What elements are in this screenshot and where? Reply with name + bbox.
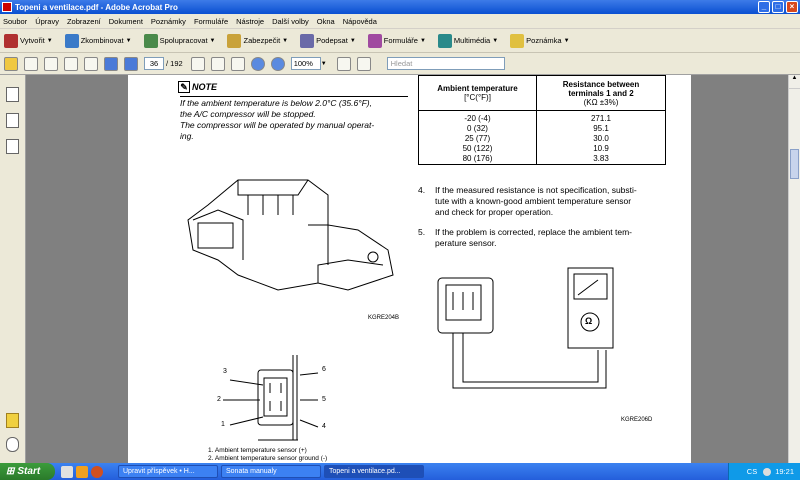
pin-label-3: 3 [223, 368, 227, 375]
save-icon[interactable] [44, 57, 58, 71]
menu-nastroje[interactable]: Nástroje [236, 16, 265, 26]
scroll-up-arrow[interactable]: ▲ [789, 75, 800, 89]
maximize-button[interactable]: □ [772, 1, 784, 13]
taskbar-item-folder[interactable]: Sonata manualy [221, 465, 321, 478]
navigation-toolbar [0, 53, 800, 75]
zoom-level-select[interactable]: 100% [291, 57, 321, 70]
pin-label-4: 4 [322, 423, 326, 430]
menu-poznamky[interactable]: Poznámky [150, 16, 186, 26]
title-bar [0, 0, 800, 14]
zoom-in-icon[interactable] [271, 57, 285, 71]
chevron-down-icon[interactable]: ▼ [320, 60, 327, 67]
table-resistance-column: 271.1 95.1 30.0 10.9 3.83 [537, 111, 666, 165]
share-icon[interactable] [84, 57, 98, 71]
pin-label-5: 5 [322, 396, 326, 403]
print-icon[interactable] [24, 57, 38, 71]
multimedia-button[interactable]: Multimédia ▼ [438, 34, 498, 48]
bookmarks-panel-icon[interactable] [6, 113, 19, 128]
pages-panel-icon[interactable] [6, 87, 19, 102]
step-4-number: 4. [418, 185, 426, 195]
pin-label-1: 1 [221, 421, 225, 428]
chevron-down-icon: ▼ [349, 37, 356, 44]
previous-page-icon[interactable] [104, 57, 118, 71]
close-button[interactable]: × [786, 1, 798, 13]
quick-launch-firefox-icon[interactable] [91, 466, 103, 478]
next-page-icon[interactable] [124, 57, 138, 71]
acrobat-app-icon [2, 2, 12, 12]
table-temperature-column: -20 (-4) 0 (32) 25 (77) 50 (122) 80 (176) [419, 111, 537, 165]
chevron-down-icon: ▼ [563, 37, 570, 44]
attachments-panel-icon[interactable] [6, 437, 19, 452]
language-indicator[interactable]: CS [746, 467, 758, 476]
comment-icon [510, 34, 524, 48]
zoom-out-icon[interactable] [251, 57, 265, 71]
sensor-illustration [178, 165, 408, 315]
chevron-down-icon: ▼ [419, 37, 426, 44]
combine-button[interactable]: Zkombinovat ▼ [65, 34, 132, 48]
note-heading: ✎ NOTE [178, 81, 217, 93]
fit-page-icon[interactable] [337, 57, 351, 71]
resistance-table [418, 75, 666, 165]
tasks-toolbar [0, 29, 800, 53]
step-5-text: If the problem is corrected, replace the ambient tem- perature sensor. [435, 227, 633, 248]
tray-icon[interactable] [763, 468, 771, 476]
email-icon[interactable] [64, 57, 78, 71]
menu-napoveda[interactable]: Nápověda [342, 16, 377, 26]
navigation-panel [0, 75, 26, 463]
menu-upravy[interactable]: Úpravy [35, 16, 59, 26]
film-icon [438, 34, 452, 48]
note-text: If the ambient temperature is below 2.0°C (35.6°F), the A/C compressor will be stopped. The compressor will be operated by manual operat- ing. [180, 98, 375, 141]
menu-dalsi-volby[interactable]: Další volby [272, 16, 309, 26]
step-5-number: 5. [418, 227, 426, 237]
system-tray [728, 463, 800, 480]
menu-okna[interactable]: Okna [316, 16, 335, 26]
fit-width-icon[interactable] [357, 57, 371, 71]
pin-label-2: 2 [217, 396, 221, 403]
pin-label-6: 6 [322, 366, 326, 373]
figure-code-1: KGRE204B [368, 315, 400, 321]
search-input[interactable]: Hledat [387, 57, 505, 70]
vertical-scrollbar[interactable] [788, 75, 800, 463]
create-button[interactable]: Vytvořit ▼ [4, 34, 53, 48]
step-4-text: If the measured resistance is not specification, substi- tute with a known-good ambient temperature sensor and check for proper operation. [435, 185, 637, 217]
table-header-temperature: Ambient temperature [°C(°F)] [419, 76, 537, 111]
pinout-caption: 1. Ambient temperature sensor (+) 2. Ambient temperature sensor ground (-) [208, 447, 328, 462]
chevron-down-icon: ▼ [125, 37, 132, 44]
minimize-button[interactable]: _ [758, 1, 770, 13]
quick-launch-media-icon[interactable] [76, 466, 88, 478]
figure-code-2: KGRE206D [621, 417, 653, 423]
taskbar-item-firefox[interactable]: Upravit příspěvek • H... [118, 465, 218, 478]
select-cursor-icon[interactable] [191, 57, 205, 71]
forms-icon [368, 34, 382, 48]
table-header-resistance: Resistance between terminals 1 and 2 (KΩ ±3%) [537, 76, 666, 111]
start-button[interactable]: ⊞ Start [0, 463, 55, 480]
document-area [26, 75, 788, 463]
note-icon: ✎ [178, 81, 190, 93]
create-pdf-icon [4, 34, 18, 48]
taskbar [0, 463, 800, 480]
scrollbar-thumb[interactable] [790, 149, 799, 179]
menu-zobrazeni[interactable]: Zobrazení [66, 16, 101, 26]
forms-button[interactable]: Formuláře ▼ [368, 34, 426, 48]
menu-formulare[interactable]: Formuláře [193, 16, 229, 26]
collaborate-icon [144, 34, 158, 48]
menu-dokument[interactable]: Dokument [108, 16, 143, 26]
ohm-symbol: Ω [585, 316, 593, 326]
chevron-down-icon: ▼ [46, 37, 53, 44]
signatures-panel-icon[interactable] [6, 139, 19, 154]
chevron-down-icon: ▼ [492, 37, 499, 44]
collaborate-button[interactable]: Spolupracovat ▼ [144, 34, 216, 48]
chevron-down-icon: ▼ [209, 37, 216, 44]
menu-bar [0, 14, 800, 29]
clock: 19:21 [775, 467, 794, 476]
combine-icon [65, 34, 79, 48]
marquee-zoom-icon[interactable] [231, 57, 245, 71]
lock-icon [227, 34, 241, 48]
taskbar-item-acrobat[interactable]: Topeni a ventilace.pd... [324, 465, 424, 478]
windows-logo-icon: ⊞ [6, 466, 15, 477]
open-folder-icon[interactable] [4, 57, 18, 71]
pdf-page [128, 75, 691, 463]
menu-soubor[interactable]: Soubor [3, 16, 28, 26]
chevron-down-icon: ▼ [282, 37, 289, 44]
multimeter-circuit-illustration [428, 260, 658, 410]
window-title: Topeni a ventilace.pdf - Adobe Acrobat Pro [15, 2, 178, 12]
sign-button[interactable]: Podepsat ▼ [300, 34, 356, 48]
comment-button[interactable]: Poznámka ▼ [510, 34, 569, 48]
connector-pinout-illustration [218, 345, 328, 455]
comments-panel-icon[interactable] [6, 413, 19, 428]
page-number-input[interactable]: 36 [144, 57, 164, 70]
note-rule [180, 96, 408, 97]
secure-button[interactable]: Zabezpečit ▼ [227, 34, 288, 48]
pen-icon [300, 34, 314, 48]
page-count: / 192 [166, 59, 183, 68]
hand-tool-icon[interactable] [211, 57, 225, 71]
quick-launch-ie-icon[interactable] [61, 466, 73, 478]
